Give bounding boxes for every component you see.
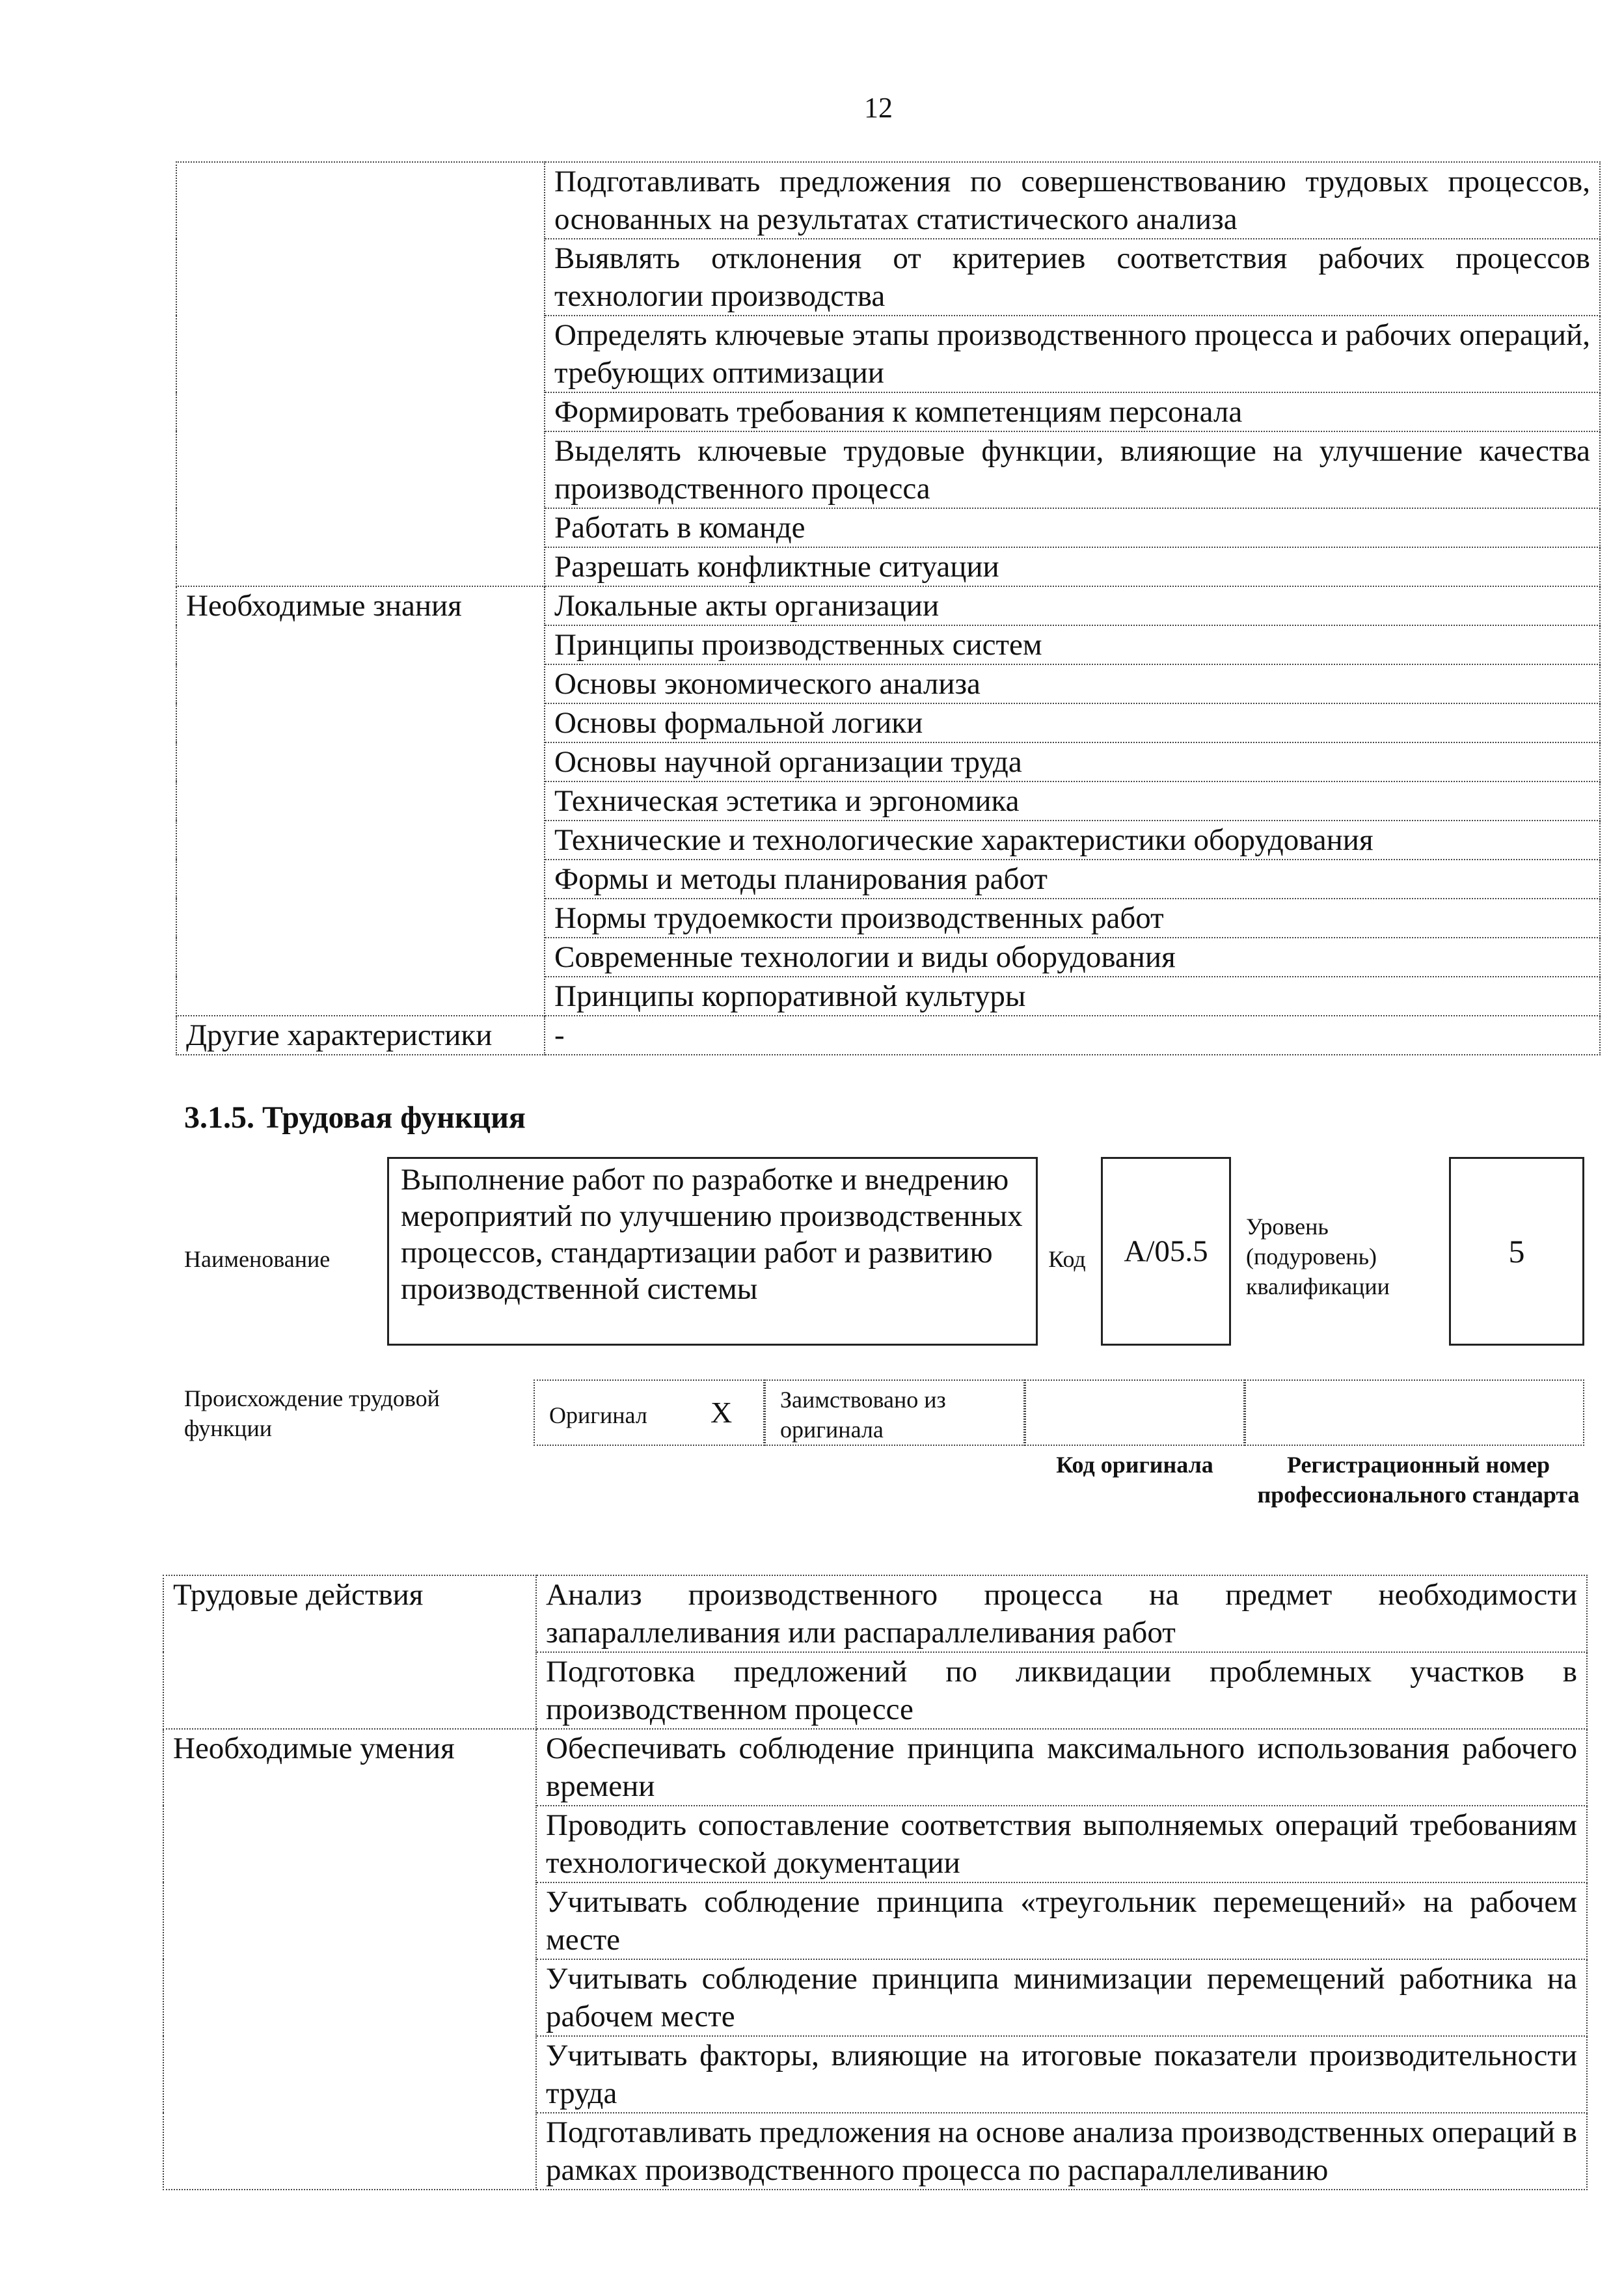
skill-item: Выделять ключевые трудовые функции, влияющие на улучшение качества производственного процесса — [545, 431, 1600, 508]
other-characteristics-value: - — [545, 1016, 1600, 1055]
original-mark: X — [710, 1396, 733, 1429]
skill-item: Формировать требования к компетенциям персонала — [545, 392, 1600, 431]
knowledge-item: Основы экономического анализа — [545, 664, 1600, 703]
function-name-box — [387, 1157, 1038, 1346]
code-original-cell — [1025, 1379, 1245, 1446]
origin-label: Происхождение трудовой функции — [184, 1385, 440, 1441]
skill-item: Проводить сопоставление соответствия выполняемых операций требованиям технологической документации — [536, 1806, 1587, 1882]
knowledge-item: Принципы корпоративной культуры — [545, 977, 1600, 1016]
page-number: 12 — [864, 92, 893, 124]
knowledge-item: Технические и технологические характеристики оборудования — [545, 821, 1600, 860]
skill-item: Определять ключевые этапы производственного процесса и рабочих операций, требующих оптимизации — [545, 316, 1600, 392]
knowledge-item: Принципы производственных систем — [545, 625, 1600, 664]
original-cell — [534, 1379, 765, 1446]
skill-item: Разрешать конфликтные ситуации — [545, 547, 1600, 586]
code-box — [1101, 1157, 1231, 1346]
actions-label: Трудовые действия — [163, 1575, 536, 1729]
skill-item: Подготавливать предложения на основе анализа производственных операций в рамках производственного процесса по распараллеливанию — [536, 2113, 1587, 2190]
skill-item: Учитывать соблюдение принципа «треугольник перемещений» на рабочем месте — [536, 1882, 1587, 1959]
code-value: А/05.5 — [1124, 1234, 1208, 1268]
level-value: 5 — [1508, 1233, 1525, 1270]
skill-item: Учитывать факторы, влияющие на итоговые показатели производительности труда — [536, 2036, 1587, 2113]
skills-label: Необходимые умения — [163, 1729, 536, 2190]
knowledge-item: Техническая эстетика и эргономика — [545, 781, 1600, 821]
borrowed-cell — [765, 1379, 1025, 1446]
name-label: Наименование — [184, 1246, 331, 1272]
skills-label-cell — [176, 162, 545, 586]
code-label: Код — [1048, 1246, 1086, 1272]
function-name-value: Выполнение работ по разработке и внедрению мероприятий по улучшению производственных процессов, стандартизации работ и развитию производственной системы — [401, 1163, 1023, 1306]
reg-number-caption: Регистрационный номер профессионального стандарта — [1257, 1452, 1580, 1508]
level-box — [1449, 1157, 1584, 1346]
function-details-table — [163, 1575, 1588, 2190]
requirements-table-continued — [176, 161, 1601, 1055]
knowledge-item: Нормы трудоемкости производственных работ — [545, 899, 1600, 938]
original-label: Оригинал — [549, 1402, 647, 1428]
knowledge-item: Формы и методы планирования работ — [545, 860, 1600, 899]
skill-item: Работать в команде — [545, 508, 1600, 547]
reg-number-cell — [1245, 1379, 1584, 1446]
skill-item: Выявлять отклонения от критериев соответствия рабочих процессов технологии производства — [545, 239, 1600, 316]
borrowed-label: Заимствовано из оригинала — [780, 1387, 946, 1443]
section-title: 3.1.5. Трудовая функция — [184, 1100, 526, 1135]
knowledge-item: Основы формальной логики — [545, 703, 1600, 742]
action-item: Анализ производственного процесса на предмет необходимости запараллеливания или распараллеливания работ — [536, 1575, 1587, 1652]
knowledge-label: Необходимые знания — [176, 586, 545, 1016]
action-item: Подготовка предложений по ликвидации проблемных участков в производственном процессе — [536, 1652, 1587, 1729]
knowledge-item: Локальные акты организации — [545, 586, 1600, 625]
skill-item: Подготавливать предложения по совершенствованию трудовых процессов, основанных на результатах статистического анализа — [545, 162, 1600, 239]
knowledge-item: Основы научной организации труда — [545, 742, 1600, 781]
skill-item: Учитывать соблюдение принципа минимизации перемещений работника на рабочем месте — [536, 1959, 1587, 2036]
qualification-level-label: Уровень (подуровень) квалификации — [1246, 1214, 1390, 1299]
other-characteristics-label: Другие характеристики — [176, 1016, 545, 1055]
knowledge-item: Современные технологии и виды оборудования — [545, 938, 1600, 977]
skill-item: Обеспечивать соблюдение принципа максимального использования рабочего времени — [536, 1729, 1587, 1806]
code-original-caption: Код оригинала — [1056, 1452, 1213, 1478]
